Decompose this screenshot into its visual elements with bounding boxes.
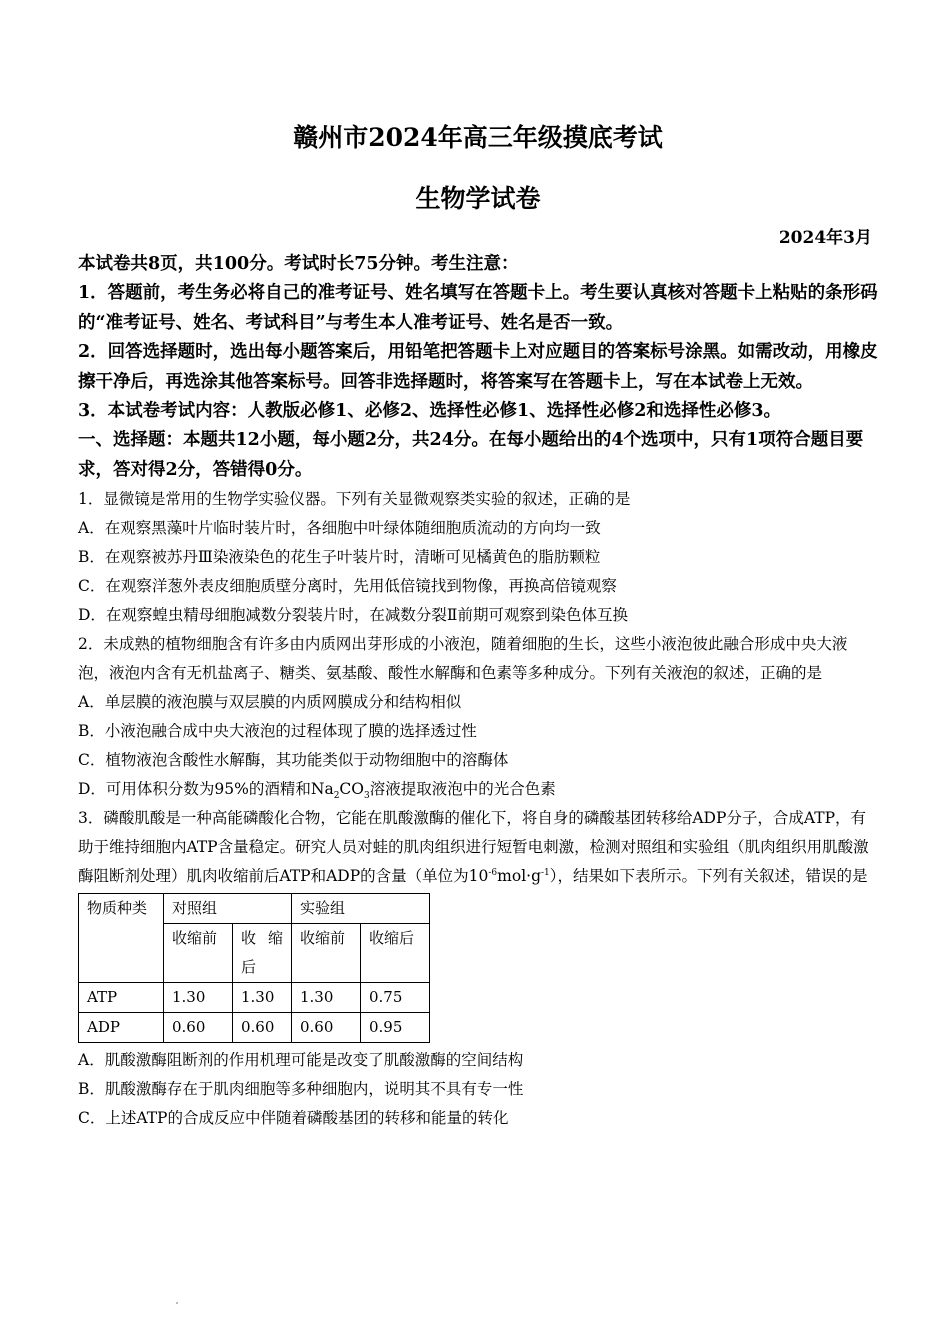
table-cell: ATP bbox=[79, 983, 164, 1013]
table-row bbox=[79, 983, 430, 1013]
q2-d-text-3: 溶液提取液泡中的光合色素 bbox=[369, 780, 556, 799]
q2-option-a: A．单层膜的液泡膜与双层膜的内质网膜成分和结构相似 bbox=[78, 693, 462, 712]
notice-item-1: 1．答题前，考生务必将自己的准考证号、姓名填写在答题卡上。考生要认真核对答题卡上粘贴的条形码的“准考证号、姓名、考试科目”与考生本人准考证号、姓名是否一致。 bbox=[78, 283, 878, 333]
table-cell: 1.30 bbox=[292, 983, 361, 1013]
exam-page bbox=[78, 118, 878, 1133]
notice-item-2: 2．回答选择题时，选出每小题答案后，用铅笔把答题卡上对应题目的答案标号涂黑。如需改动，用橡皮擦干净后，再选涂其他答案标号。回答非选择题时，将答案写在答题卡上，写在本试卷上无效。 bbox=[78, 342, 878, 392]
q1-option-d: D．在观察蝗虫精母细胞减数分裂装片时，在减数分裂Ⅱ前期可观察到染色体互换 bbox=[78, 606, 628, 625]
header-control: 对照组 bbox=[164, 894, 292, 924]
q2-option-c: C．植物液泡含酸性水解酶，其功能类似于动物细胞中的溶酶体 bbox=[78, 751, 509, 770]
table-header-row bbox=[79, 894, 430, 924]
section-heading: 一、选择题：本题共12小题，每小题2分，共24分。在每小题给出的4个选项中，只有1项符合题目要求，答对得2分，答错得0分。 bbox=[78, 430, 864, 480]
q3-stem-superscript-1: -6 bbox=[488, 868, 498, 879]
q3-stem-superscript-2: -1 bbox=[541, 868, 550, 879]
exam-date: 2024年3月 bbox=[778, 228, 872, 248]
q3-stem-text-3: ），结果如下表所示。下列有关叙述，错误的是 bbox=[549, 867, 868, 886]
notice-intro: 本试卷共8页，共100分。考试时长75分钟。考生注意： bbox=[78, 254, 519, 274]
table-cell: ADP bbox=[79, 1013, 164, 1043]
control-after-header: 收缩后 bbox=[233, 924, 292, 983]
q2-d-text-1: D．可用体积分数为95%的酒精和Na bbox=[78, 780, 334, 799]
q3-option-a: A．肌酸激酶阻断剂的作用机理可能是改变了肌酸激酶的空间结构 bbox=[78, 1051, 524, 1070]
q1-stem: 1．显微镜是常用的生物学实验仪器。下列有关显微观察类实验的叙述，正确的是 bbox=[78, 490, 631, 509]
q3-option-c: C．上述ATP的合成反应中伴随着磷酸基团的转移和能量的转化 bbox=[78, 1109, 509, 1128]
q2-d-subscript-2: 3 bbox=[364, 791, 370, 802]
q1-option-b: B．在观察被苏丹Ⅲ染液染色的花生子叶装片时，清晰可见橘黄色的脂肪颗粒 bbox=[78, 548, 601, 567]
table-cell: 0.95 bbox=[361, 1013, 430, 1043]
exp-after-header: 收缩后 bbox=[361, 924, 430, 983]
page-mark-dot bbox=[176, 1302, 178, 1304]
exam-title: 赣州市2024年高三年级摸底考试 bbox=[293, 123, 663, 152]
header-species: 物质种类 bbox=[79, 894, 164, 983]
q3-stem-text-1: 3．磷酸肌酸是一种高能磷酸化合物，它能在肌酸激酶的催化下，将自身的磷酸基团转移给ADP分子，合成ATP，有助于维持细胞内ATP含量稳定。研究人员对蛙的肌肉组织进行短暂电刺激，检测对照组和实验组（肌肉组织用肌酸激酶阻断剂处理）肌肉收缩前后ATP和ADP的含量（单位为10 bbox=[78, 809, 869, 886]
q2-stem: 2．未成熟的植物细胞含有许多由内质网出芽形成的小液泡，随着细胞的生长，这些小液泡彼此融合形成中央大液泡，液泡内含有无机盐离子、糖类、氨基酸、酸性水解酶和色素等多种成分。下列有关液泡的叙述，正确的是 bbox=[78, 635, 848, 683]
notice-item-3: 3．本试卷考试内容：人教版必修1、必修2、选择性必修1、选择性必修2和选择性必修3。 bbox=[78, 401, 782, 422]
table-cell: 0.60 bbox=[292, 1013, 361, 1043]
exp-before-header: 收缩前 bbox=[292, 924, 361, 983]
q2-d-subscript-1: 2 bbox=[333, 791, 340, 802]
q2-option-b: B．小液泡融合成中央大液泡的过程体现了膜的选择透过性 bbox=[78, 722, 477, 741]
q3-data-table bbox=[78, 893, 430, 1043]
q3-option-b: B．肌酸激酶存在于肌肉细胞等多种细胞内，说明其不具有专一性 bbox=[78, 1080, 524, 1099]
table-cell: 1.30 bbox=[233, 983, 292, 1013]
q3-stem-text-2: mol·g bbox=[497, 867, 542, 886]
q3-stem bbox=[78, 804, 878, 891]
q2-d-text-2: CO bbox=[339, 780, 364, 799]
table-cell: 0.60 bbox=[164, 1013, 233, 1043]
table-cell: 1.30 bbox=[164, 983, 233, 1013]
exam-subtitle: 生物学试卷 bbox=[415, 184, 541, 213]
header-experiment: 实验组 bbox=[292, 894, 430, 924]
table-cell: 0.75 bbox=[361, 983, 430, 1013]
control-before-header: 收缩前 bbox=[164, 924, 233, 983]
q1-option-a: A．在观察黑藻叶片临时装片时，各细胞中叶绿体随细胞质流动的方向均一致 bbox=[78, 519, 601, 538]
table-row bbox=[79, 1013, 430, 1043]
q1-option-c: C．在观察洋葱外表皮细胞质壁分离时，先用低倍镜找到物像，再换高倍镜观察 bbox=[78, 577, 617, 596]
q2-option-d bbox=[78, 775, 878, 804]
table-cell: 0.60 bbox=[233, 1013, 292, 1043]
